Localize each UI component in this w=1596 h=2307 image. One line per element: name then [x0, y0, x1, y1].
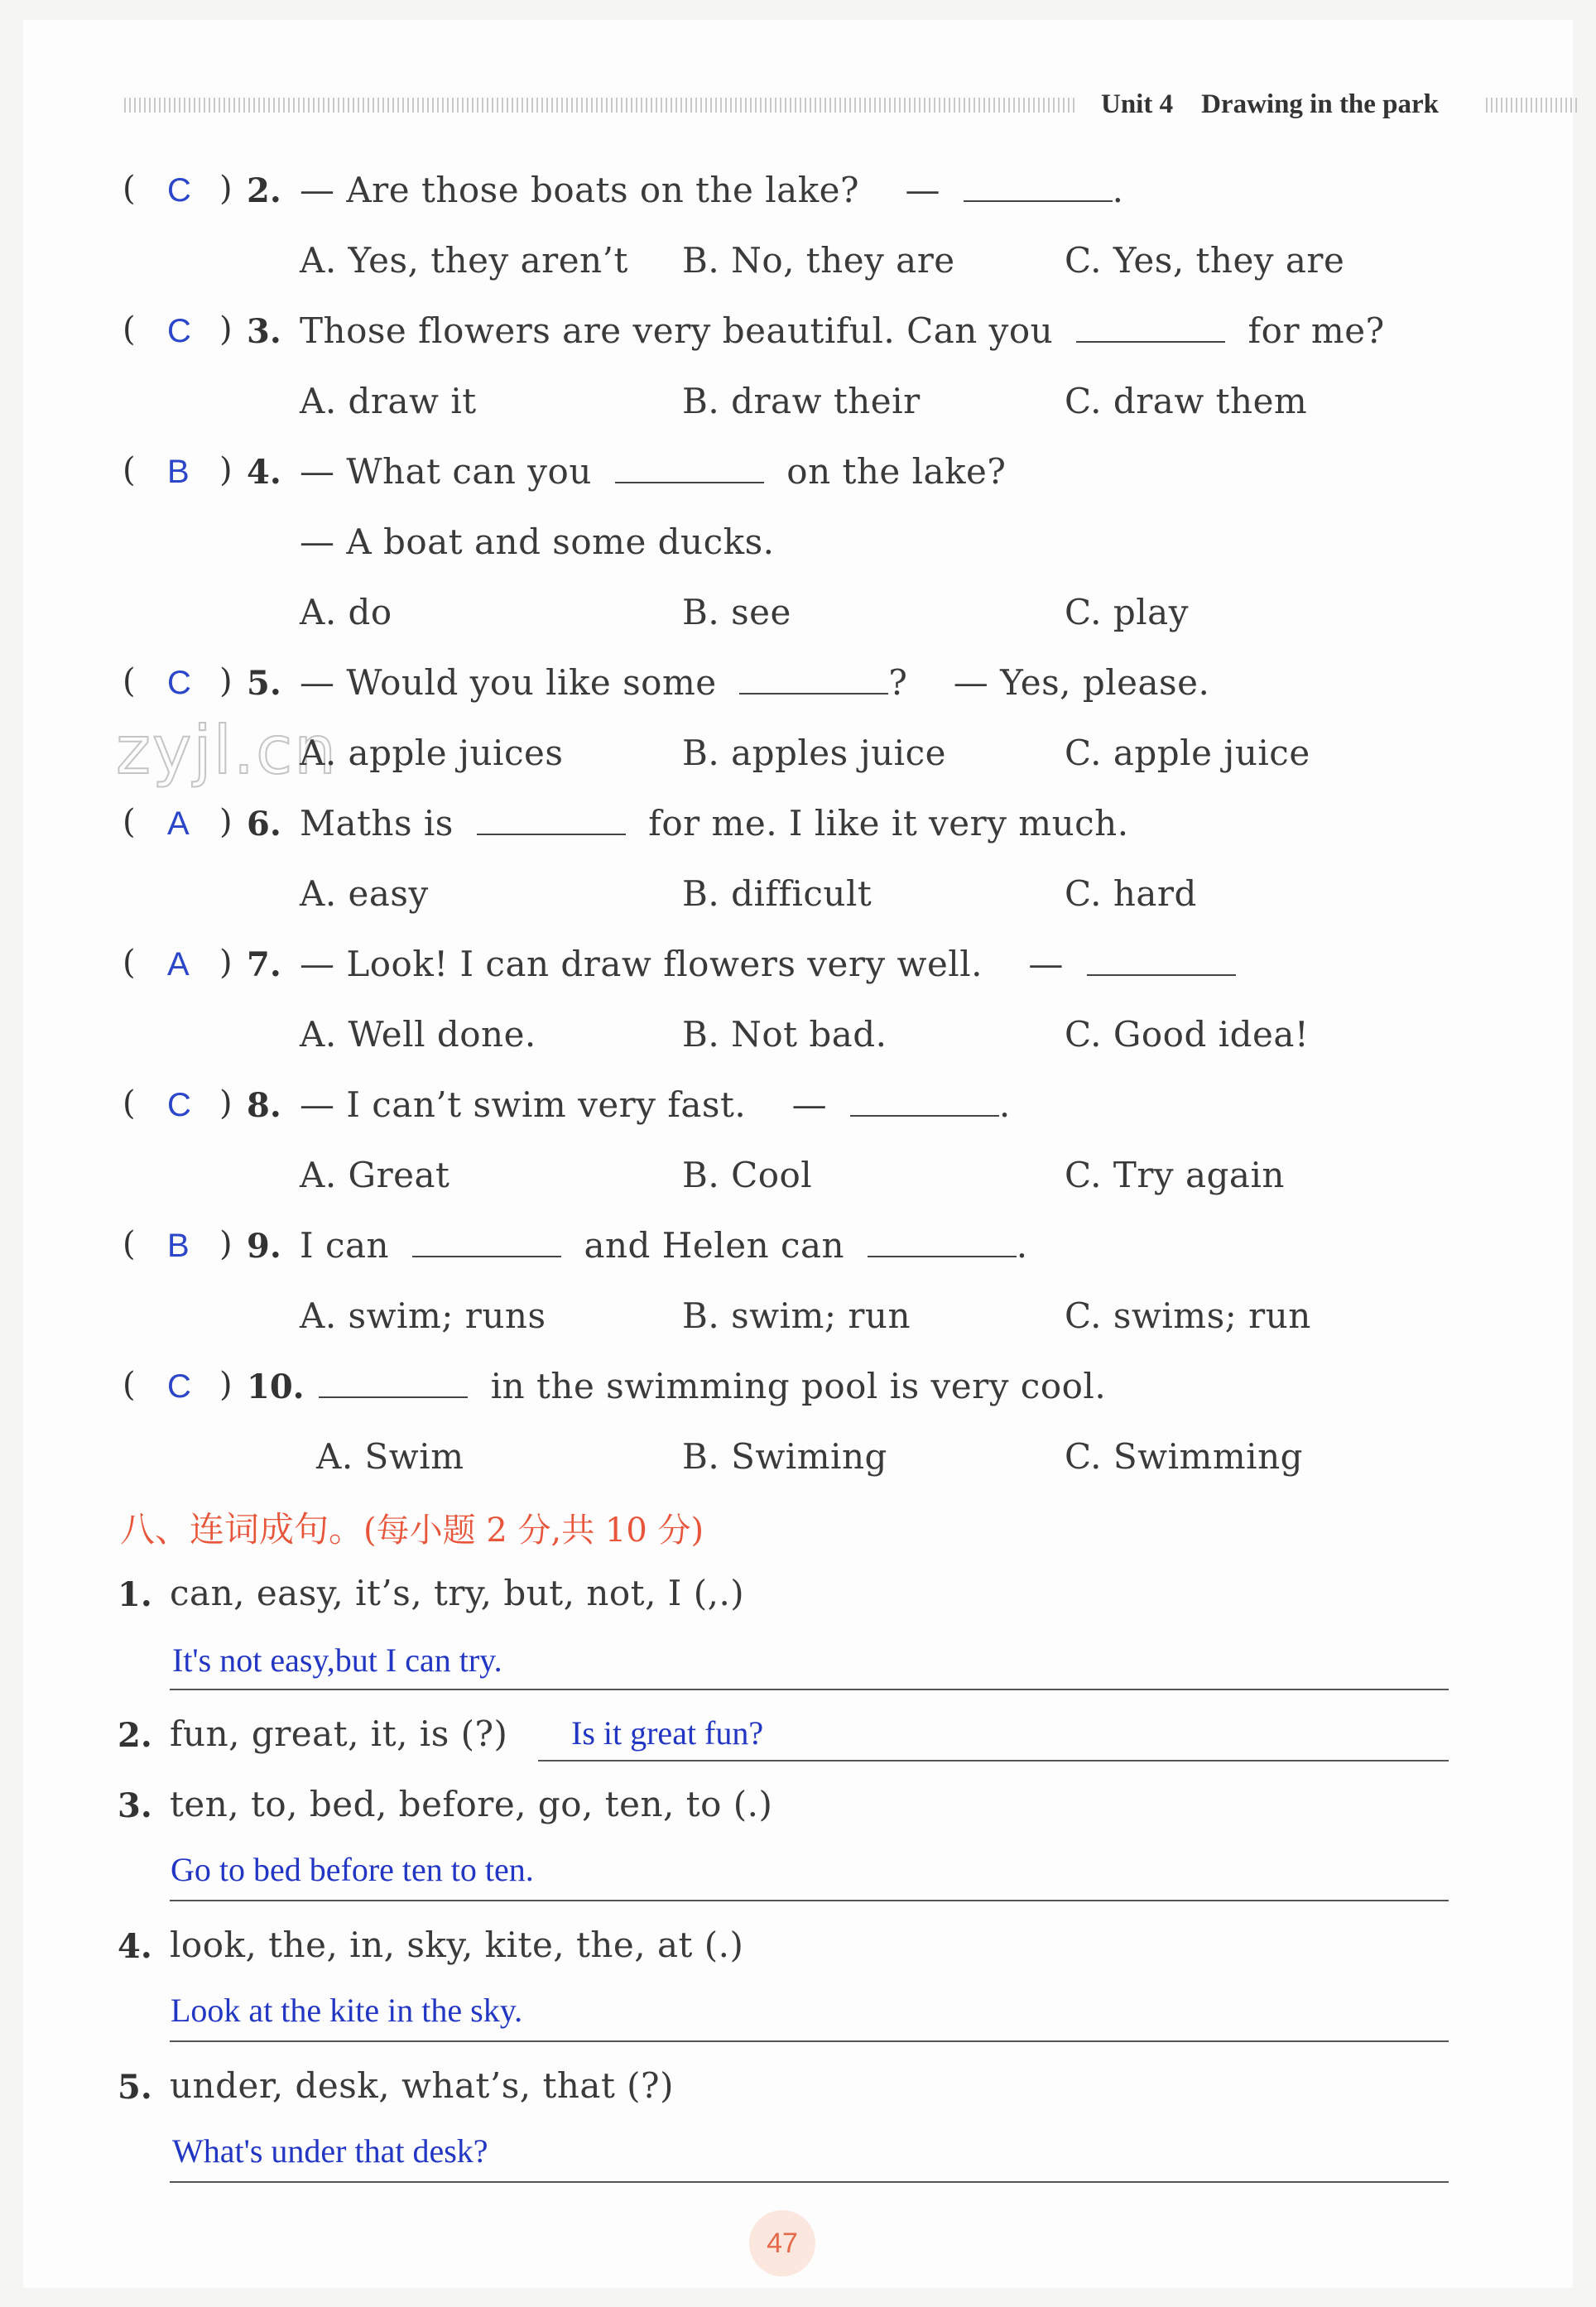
answer-value: C — [167, 1368, 191, 1405]
question-tail: for me. I like it very much. — [648, 803, 1129, 843]
scrambled-words: under, desk, what’s, that (?) — [170, 2065, 674, 2106]
answer-bracket-close: ) — [219, 1366, 233, 1404]
option-c: C. play — [1065, 592, 1189, 632]
unit-header — [1101, 89, 1439, 120]
sentence-number: 2. — [118, 1716, 152, 1755]
question-number: 5. — [247, 664, 281, 703]
answer-bracket-open: ( — [123, 944, 136, 982]
question-number: 2. — [247, 171, 281, 210]
answer-value: A — [167, 805, 190, 842]
question-text — [300, 803, 1129, 843]
unit-title: Drawing in the park — [1201, 89, 1440, 119]
option-b: B. Swiming — [682, 1436, 887, 1477]
answer-blank — [964, 171, 1113, 202]
question-text — [300, 1225, 1028, 1266]
header-decoration-right — [1486, 98, 1577, 113]
answer-bracket-open: ( — [123, 310, 136, 348]
answer-bracket-open: ( — [123, 170, 136, 208]
answer-bracket-open: ( — [123, 803, 136, 841]
option-b: B. No, they are — [682, 240, 955, 281]
question-number: 9. — [247, 1227, 281, 1266]
answer-blank — [1076, 311, 1225, 343]
question-stem: — What can you — [300, 451, 592, 492]
scrambled-words: look, the, in, sky, kite, the, at (.) — [170, 1925, 744, 1965]
option-a: A. swim; runs — [300, 1295, 546, 1336]
option-a: A. draw it — [300, 381, 477, 421]
option-a: A. do — [300, 592, 392, 632]
answer-value: C — [167, 1087, 191, 1123]
option-c: C. draw them — [1065, 381, 1308, 421]
period: . — [998, 1084, 1011, 1125]
answer-line — [170, 1900, 1449, 1901]
answer-value: A — [167, 946, 190, 983]
answer-bracket-close: ) — [219, 944, 233, 982]
sentence-number: 1. — [118, 1575, 152, 1614]
option-c: C. hard — [1065, 873, 1197, 914]
answer-bracket-close: ) — [219, 1084, 233, 1122]
question-stem: — I can’t swim very fast. — [300, 1084, 747, 1125]
question-mark: ? — [888, 662, 908, 703]
answer-blank — [1087, 944, 1236, 976]
question-stem: I can — [300, 1225, 390, 1266]
question-number: 10. — [247, 1367, 305, 1406]
question-text — [300, 662, 1209, 703]
option-b: B. Cool — [682, 1155, 813, 1195]
option-a: A. Great — [300, 1155, 450, 1195]
dash: — — [791, 1084, 828, 1125]
answer-bracket-close: ) — [219, 662, 233, 700]
question-stem: Maths is — [300, 803, 454, 843]
option-c: C. Good idea! — [1065, 1014, 1310, 1055]
answer-bracket-close: ) — [219, 170, 233, 208]
option-a: A. easy — [300, 873, 429, 914]
answer-blank-2 — [868, 1226, 1017, 1257]
question-tail: on the lake? — [786, 451, 1007, 492]
option-c: C. Yes, they are — [1065, 240, 1345, 281]
question-stem: in the swimming pool is very cool. — [490, 1366, 1107, 1406]
answer-bracket-close: ) — [219, 310, 233, 348]
unit-label: Unit 4 — [1101, 89, 1174, 119]
question-stem: — Look! I can draw flowers very well. — [300, 944, 983, 984]
option-a: A. apple juices — [300, 733, 564, 773]
scrambled-words: ten, to, bed, before, go, ten, to (.) — [170, 1784, 773, 1824]
sentence-answer: Look at the kite in the sky. — [171, 1992, 523, 2029]
page-number: 47 — [749, 2210, 815, 2276]
option-b: B. draw their — [682, 381, 921, 421]
option-b: B. difficult — [682, 873, 873, 914]
option-c: C. Try again — [1065, 1155, 1285, 1195]
answer-bracket-close: ) — [219, 803, 233, 841]
question-text — [300, 451, 1006, 492]
sentence-answer: Go to bed before ten to ten. — [171, 1851, 534, 1888]
answer-line — [170, 2181, 1449, 2183]
option-b: B. swim; run — [682, 1295, 911, 1336]
option-a: A. Yes, they aren’t — [300, 240, 628, 281]
section-points: (每小题 2 分,共 10 分) — [363, 1512, 704, 1550]
option-b: B. see — [682, 592, 791, 632]
answer-value: B — [167, 454, 190, 490]
option-b: B. Not bad. — [682, 1014, 887, 1055]
period: . — [1016, 1225, 1028, 1266]
answer-blank — [615, 452, 764, 483]
period: . — [1112, 170, 1124, 210]
answer-blank-1 — [412, 1226, 561, 1257]
answer-value: C — [167, 172, 191, 209]
question-text — [300, 310, 1385, 351]
dash: — — [1028, 944, 1064, 984]
question-tail: for me? — [1247, 310, 1385, 351]
answer-bracket-close: ) — [219, 1225, 233, 1263]
answer-line — [170, 2040, 1449, 2042]
sentence-answer: What's under that desk? — [172, 2132, 488, 2170]
option-a: A. Well done. — [300, 1014, 536, 1055]
answer-line — [538, 1760, 1449, 1761]
answer-bracket-open: ( — [123, 1225, 136, 1263]
question-number: 3. — [247, 312, 281, 351]
answer-value: C — [167, 313, 191, 349]
question-number: 7. — [247, 945, 281, 984]
dash: — — [905, 170, 940, 210]
question-text — [300, 944, 1236, 984]
sentence-answer: Is it great fun? — [571, 1714, 764, 1752]
question-number: 6. — [247, 805, 281, 843]
answer-blank — [319, 1367, 468, 1398]
answer-value: C — [167, 665, 191, 701]
question-stem: — Would you like some — [300, 662, 717, 703]
answer-bracket-open: ( — [123, 1084, 136, 1122]
header-decoration — [124, 98, 1076, 113]
answer-bracket-open: ( — [123, 1366, 136, 1404]
question-text — [300, 1084, 1011, 1125]
scrambled-words: can, easy, it’s, try, but, not, I (,.) — [170, 1573, 745, 1613]
question-number: 4. — [247, 453, 281, 492]
answer-bracket-open: ( — [123, 451, 136, 489]
watermark-logo: zyjl.cn — [116, 712, 338, 789]
option-c: C. swims; run — [1065, 1295, 1311, 1336]
sentence-number: 4. — [118, 1927, 152, 1966]
question-line-2: — A boat and some ducks. — [300, 521, 775, 562]
sentence-answer: It's not easy,but I can try. — [172, 1641, 502, 1679]
section-heading — [120, 1502, 704, 1552]
question-stem: Those flowers are very beautiful. Can you — [300, 310, 1054, 351]
option-c: C. Swimming — [1065, 1436, 1304, 1477]
scrambled-words: fun, great, it, is (?) — [170, 1713, 508, 1754]
question-stem: — Are those boats on the lake? — [300, 170, 860, 210]
sentence-number: 5. — [118, 2068, 152, 2107]
answer-blank — [477, 804, 626, 835]
question-text — [300, 170, 1124, 210]
answer-blank — [850, 1085, 999, 1117]
option-b: B. apples juice — [682, 733, 946, 773]
answer-bracket-close: ) — [219, 451, 233, 489]
answer-bracket-open: ( — [123, 662, 136, 700]
question-text — [319, 1366, 1106, 1406]
answer-blank — [739, 663, 888, 695]
question-middle: and Helen can — [584, 1225, 845, 1266]
reply-text: — Yes, please. — [953, 662, 1210, 703]
answer-value: B — [167, 1228, 190, 1264]
question-number: 8. — [247, 1086, 281, 1125]
option-a: A. Swim — [316, 1436, 464, 1477]
sentence-number: 3. — [118, 1786, 152, 1825]
answer-line — [170, 1689, 1449, 1690]
section-title: 八、连词成句。 — [120, 1509, 364, 1550]
option-c: C. apple juice — [1065, 733, 1310, 773]
